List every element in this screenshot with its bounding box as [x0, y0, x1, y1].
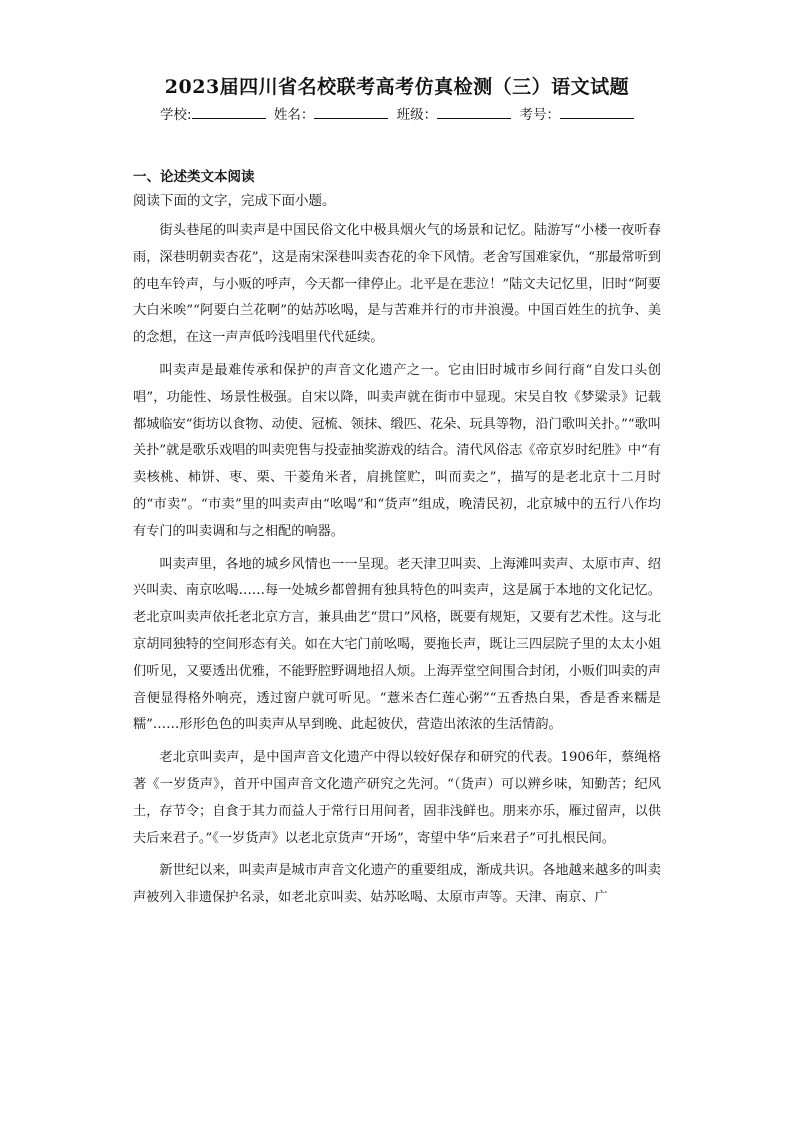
passage-paragraph-1: 街头巷尾的叫卖声是中国民俗文化中极具烟火气的场景和记忆。陆游写“小楼一夜听春雨，深巷明朝卖杏花”，这是南宋深巷叫卖杏花的伞下风情。老舍写国难家仇，“那最常听到的电车铃声，与小贩的呼声，今天都一律停止。北平是在悲泣！”陆文夫记忆里，旧时“阿要大白米唉”“阿要白兰花啊”的姑苏吆喝，是与苦难并行的市井浪漫。中国百姓生的抗争、美的念想，在这一声声低吟浅唱里代代延续。	[133, 223, 661, 346]
document-title: 2023届四川省名校联考高考仿真检测（三）语文试题	[164, 76, 630, 98]
section-heading: 一、论述类文本阅读	[133, 169, 255, 185]
exam-no-blank	[560, 106, 634, 119]
exam-no-field	[519, 103, 634, 123]
school-label: 学校:	[160, 107, 192, 123]
school-blank	[192, 106, 266, 119]
school-field	[160, 103, 266, 123]
student-info-line	[0, 103, 794, 123]
class-blank	[437, 106, 511, 119]
name-label: 姓名：	[273, 107, 315, 123]
name-field	[274, 103, 389, 123]
name-blank	[314, 106, 388, 119]
exam-no-label: 考号：	[519, 107, 560, 123]
reading-instruction: 阅读下面的文字，完成下面小题。	[133, 193, 336, 209]
passage-paragraph-5: 新世纪以来，叫卖声是城市声音文化遗产的重要组成，渐成共识。各地越来越多的叫卖声被列入非遗保护名录，如老北京叫卖、姑苏吆喝、太原市声等。天津、南京、广	[133, 863, 661, 906]
passage-paragraph-4: 老北京叫卖声，是中国声音文化遗产中得以较好保存和研究的代表。1906年，蔡绳格著《一岁货声》，首开中国声音文化遗产研究之先河。“（货声）可以辨乡味，知勤苦；纪风土，存节令；自食于其力而益人于常行日用间者，固非浅鲜也。朋来亦乐，雁过留声，以供夫后来君子。”《一岁货声》以老北京货声“开场”，寄望中华“后来君子”可扎根民间。	[133, 750, 661, 846]
class-label: 班级：	[396, 107, 438, 123]
passage-paragraph-3: 叫卖声里，各地的城乡风情也一一呈现。老天津卫叫卖、上海滩叫卖声、太原市声、绍兴叫卖、南京吆喝……每一处城乡都曾拥有独具特色的叫卖声，这是属于本地的文化记忆。老北京叫卖声依托老北京方言，兼具曲艺“贯口”风格，既要有规矩，又要有艺术性。这与北京胡同独特的空间形态有关。如在大宅门前吆喝，要拖长声，既让三四层院子里的太太小姐们听见，又要透出优雅，不能野腔野调地招人烦。上海弄堂空间围合封闭，小贩们叫卖的声音便显得格外响亮，透过窗户就可听见。“薏米杏仁莲心粥”“五香热白果，香是香来糯是糯”……形形色色的叫卖声从早到晚、此起彼伏，营造出浓浓的生活情韵。	[133, 556, 661, 733]
reading-passage	[133, 218, 661, 918]
passage-paragraph-2: 叫卖声是最难传承和保护的声音文化遗产之一。它由旧时城市乡间行商“自发口头创唱”，功能性、场景性极强。自宋以降，叫卖声就在街市中显现。宋吴自牧《梦粱录》记载都城临安“街坊以食物、动使、冠梳、领抹、缎匹、花朵、玩具等物，沿门歌叫关扑。”“歌叫关扑”就是歌乐戏唱的叫卖兜售与投壶抽奖游戏的结合。清代风俗志《帝京岁时纪胜》中“有卖核桃、柿饼、枣、栗、干菱角米者，肩挑筐贮，叫而卖之”，描写的是老北京十二月时的“市卖”。“市卖”里的叫卖声由“吆喝”和“货声”组成，晚清民初，北京城中的五行八作均有专门的叫卖调和与之相配的响器。	[133, 362, 661, 539]
class-field	[397, 103, 512, 123]
